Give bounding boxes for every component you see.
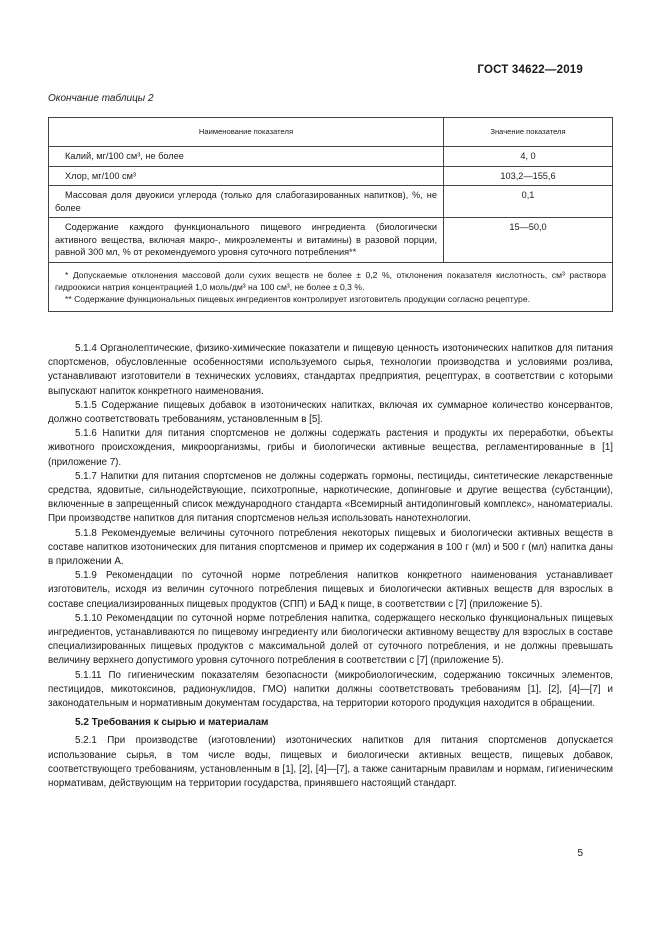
table-note: * Допускаемые отклонения массовой доли сухих веществ не более ± 0,2 %, отклонения показателя кислотность, см³ раствора гидроокиси натрия концентрацией 1,0 моль/дм³ на 100 см³, не более ± 0,3 %. [55,269,606,292]
section-heading: 5.2 Требования к сырью и материалам [75,717,269,729]
table-notes-row [49,262,613,311]
row-name: Хлор, мг/100 см³ [49,166,444,186]
column-header-value: Значение показателя [444,118,613,147]
paragraph: 5.1.9 Рекомендации по суточной норме потребления напитков конкретного наименования устанавливает изготовитель, исходя из величин суточного потребления пищевых и биологически активных веществ для взрослых в составе специализированных пищевых продуктов (СПП) и БАД к пище, в соответствии с [7] (приложение 5). [48,570,613,610]
row-value: 15—50,0 [444,218,613,263]
paragraph: 5.1.7 Напитки для питания спортсменов не должны содержать гормоны, пестициды, синтетические лекарственные средства, ядовитые, сильнодействующие, психотропные, наркотические, допинговые и другие вещества (субстанции), включенные в запрещенный список международного стандарта «Всемирный антидопинговый комплекс», наноматериалы. При производстве напитков для питания спортсменов нельзя использовать нанотехнологии. [48,470,613,525]
indicators-table [48,117,613,312]
table-row [49,186,613,218]
paragraph: 5.2.1 При производстве (изготовлении) изотонических напитков для питания спортсменов допускается использование сырья, в том числе воды, пищевых и биологически активных веществ, пищевых добавок, соответствующего требованиям, установленным в [1], [2], [4]—[7], а также санитарным правилам и нормам, гигиеническим нормативам, действующим на территории государства, принявшего настоящий стандарт. [48,735,613,790]
row-name: Массовая доля двуокиси углерода (только для слабогазированных напитков), %, не более [49,186,444,218]
table-row [49,147,613,167]
paragraph: 5.1.6 Напитки для питания спортсменов не должны содержать растения и продукты их переработки, объекты животного происхождения, микроорганизмы, грибы и биологически активные вещества, регламентированные в [1] (приложение 7). [48,428,613,468]
paragraph: 5.1.4 Органолептические, физико-химические показатели и пищевую ценность изотонических напитков для питания спортсменов, обусловленные особенностями используемого сырья, технологии производства и условиями розлива, устанавливают изготовители в технических условиях, стандартах предприятия, рецептурах, в соответствии с которыми выпускают напиток конкретного наименования. [48,343,613,397]
paragraph: 5.1.5 Содержание пищевых добавок в изотонических напитках, включая их суммарное количество консервантов, должно соответствовать требованиям, установленным в [5]. [48,399,613,426]
table-row [49,218,613,263]
column-header-name: Наименование показателя [49,118,444,147]
paragraph: 5.1.10 Рекомендации по суточной норме потребления напитка, содержащего несколько функциональных пищевых ингредиентов, устанавливаются по пищевому ингредиенту или биологически активному веществу для взрослых в составе специализированных пищевых продуктов с максимальной долей от суточного потребления, и не должны превышать величину верхнего допустимого уровня суточного потребления в соответствии с [7] (приложение 5). [48,612,613,667]
table-note: ** Содержание функциональных пищевых ингредиентов контролирует изготовитель продукции согласно рецептуре. [65,293,530,304]
row-value: 0,1 [444,186,613,218]
paragraph: 5.1.11 По гигиеническим показателям безопасности (микробиологическим, содержанию токсичных элементов, пестицидов, микотоксинов, радионуклидов, ГМО) напитки должны соответствовать требованиям [1], [2], [4]—[7] и законодательным и нормативным документам государства, на территории которого продукция находится в обращении. [48,669,613,710]
page-number: 5 [577,848,583,859]
table-caption: Окончание таблицы 2 [48,93,154,104]
row-value: 103,2—155,6 [444,166,613,186]
table-row [49,166,613,186]
row-name: Содержание каждого функционального пищевого ингредиента (биологически активного вещества, включая макро-, микроэлементы и витамины) в разовой порции, равной 300 мл, % от рекомендуемого уровня суточного потребления** [49,218,444,263]
document-code: ГОСТ 34622—2019 [477,64,583,76]
table-notes [49,262,613,311]
row-name: Калий, мг/100 см³, не более [49,147,444,167]
row-value: 4, 0 [444,147,613,167]
paragraph: 5.1.8 Рекомендуемые величины суточного потребления некоторых пищевых и биологически активных веществ в составе напитков изотонических для питания спортсменов и пример их содержания в 100 г (мл) и 500 г (мл) напитка даны в приложении А. [48,527,613,568]
document-body [48,342,613,791]
table-header-row [49,118,613,147]
